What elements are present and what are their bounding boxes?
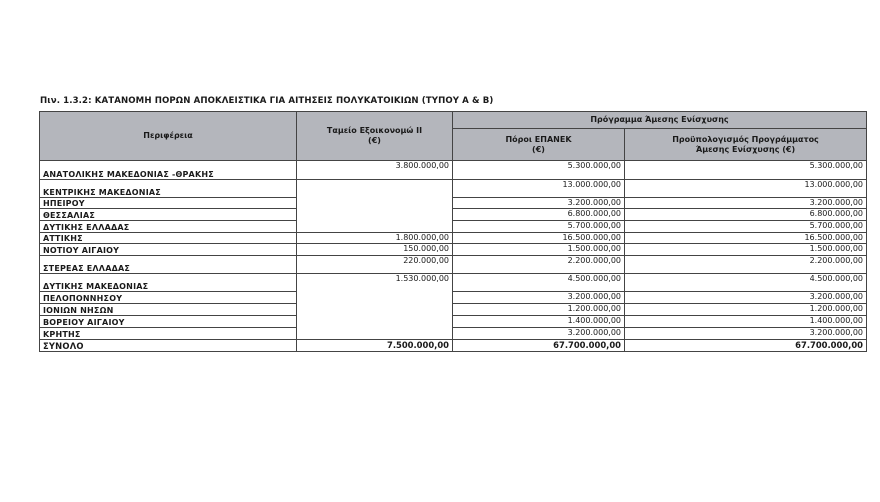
table-row <box>40 180 867 198</box>
epanek-cell: 16.500.000,00 <box>453 233 625 244</box>
epanek-cell: 1.500.000,00 <box>453 244 625 256</box>
epanek-cell: 3.200.000,00 <box>453 328 625 340</box>
region-cell: ΚΡΗΤΗΣ <box>40 328 297 340</box>
allocation-table <box>39 111 867 352</box>
epanek-cell: 2.200.000,00 <box>453 256 625 274</box>
total-budget: 67.700.000,00 <box>625 340 867 352</box>
table-row <box>40 221 867 233</box>
fund-cell: 3.800.000,00 <box>297 161 453 180</box>
table-row <box>40 274 867 292</box>
budget-cell: 16.500.000,00 <box>625 233 867 244</box>
epanek-cell: 5.700.000,00 <box>453 221 625 233</box>
fund-cell <box>297 180 453 233</box>
total-label: ΣΥΝΟΛΟ <box>40 340 297 352</box>
region-cell: ΚΕΝΤΡΙΚΗΣ ΜΑΚΕΔΟΝΙΑΣ <box>40 180 297 198</box>
region-cell: ΑΤΤΙΚΗΣ <box>40 233 297 244</box>
epanek-cell: 4.500.000,00 <box>453 274 625 292</box>
table-row <box>40 161 867 180</box>
epanek-cell: 3.200.000,00 <box>453 198 625 209</box>
budget-cell: 3.200.000,00 <box>625 292 867 304</box>
region-cell: ΒΟΡΕΙΟΥ ΑΙΓΑΙΟΥ <box>40 316 297 328</box>
table-row <box>40 292 867 304</box>
region-cell: ΔΥΤΙΚΗΣ ΜΑΚΕΔΟΝΙΑΣ <box>40 274 297 292</box>
total-epanek: 67.700.000,00 <box>453 340 625 352</box>
epanek-cell: 1.400.000,00 <box>453 316 625 328</box>
table-row <box>40 233 867 244</box>
epanek-cell: 3.200.000,00 <box>453 292 625 304</box>
budget-cell: 4.500.000,00 <box>625 274 867 292</box>
total-row <box>40 340 867 352</box>
region-cell: ΑΝΑΤΟΛΙΚΗΣ ΜΑΚΕΔΟΝΙΑΣ -ΘΡΑΚΗΣ <box>40 161 297 180</box>
header-region: Περιφέρεια <box>40 112 297 161</box>
budget-cell: 1.400.000,00 <box>625 316 867 328</box>
epanek-cell: 5.300.000,00 <box>453 161 625 180</box>
budget-cell: 5.300.000,00 <box>625 161 867 180</box>
epanek-cell: 6.800.000,00 <box>453 209 625 221</box>
table-row <box>40 304 867 316</box>
header-fund-label: Ταμείο Εξοικονομώ ΙΙ <box>326 126 423 135</box>
epanek-cell: 13.000.000,00 <box>453 180 625 198</box>
region-cell: ΣΤΕΡΕΑΣ ΕΛΛΑΔΑΣ <box>40 256 297 274</box>
table-row <box>40 244 867 256</box>
budget-cell: 2.200.000,00 <box>625 256 867 274</box>
region-cell: ΠΕΛΟΠΟΝΝΗΣΟΥ <box>40 292 297 304</box>
total-fund: 7.500.000,00 <box>297 340 453 352</box>
epanek-cell: 1.200.000,00 <box>453 304 625 316</box>
header-fund-unit: (€) <box>368 136 381 145</box>
region-cell: ΘΕΣΣΑΛΙΑΣ <box>40 209 297 221</box>
header-budget-label: Προϋπολογισμός Προγράμματος <box>672 134 819 144</box>
budget-cell: 1.500.000,00 <box>625 244 867 256</box>
region-cell: ΝΟΤΙΟΥ ΑΙΓΑΙΟΥ <box>40 244 297 256</box>
budget-cell: 13.000.000,00 <box>625 180 867 198</box>
budget-cell: 6.800.000,00 <box>625 209 867 221</box>
table-row <box>40 328 867 340</box>
fund-cell: 1.800.000,00 <box>297 233 453 244</box>
fund-cell: 1.530.000,00 <box>297 274 453 340</box>
fund-cell: 220.000,00 <box>297 256 453 274</box>
table-row <box>40 209 867 221</box>
header-budget <box>625 129 867 161</box>
table-caption: Πιν. 1.3.2: ΚΑΤΑΝΟΜΗ ΠΟΡΩΝ ΑΠΟΚΛΕΙΣΤΙΚΑ ΓΙΑ ΑΙΤΗΣΕΙΣ ΠΟΛΥΚΑΤΟΙΚΙΩΝ (ΤΥΠΟΥ Α & Β) <box>40 96 494 106</box>
budget-cell: 1.200.000,00 <box>625 304 867 316</box>
budget-cell: 3.200.000,00 <box>625 198 867 209</box>
header-epanek-label: Πόροι ΕΠΑΝΕΚ <box>505 134 572 144</box>
budget-cell: 3.200.000,00 <box>625 328 867 340</box>
table-row <box>40 198 867 209</box>
region-cell: ΗΠΕΙΡΟΥ <box>40 198 297 209</box>
header-program-group: Πρόγραμμα Άμεσης Ενίσχυσης <box>453 112 867 129</box>
fund-cell: 150.000,00 <box>297 244 453 256</box>
header-budget-unit: Άμεσης Ενίσχυσης (€) <box>695 144 796 154</box>
header-epanek-unit: (€) <box>532 144 545 154</box>
table-row <box>40 256 867 274</box>
header-fund <box>297 112 453 161</box>
table-row <box>40 316 867 328</box>
budget-cell: 5.700.000,00 <box>625 221 867 233</box>
region-cell: ΙΟΝΙΩΝ ΝΗΣΩΝ <box>40 304 297 316</box>
region-cell: ΔΥΤΙΚΗΣ ΕΛΛΑΔΑΣ <box>40 221 297 233</box>
header-epanek <box>453 129 625 161</box>
